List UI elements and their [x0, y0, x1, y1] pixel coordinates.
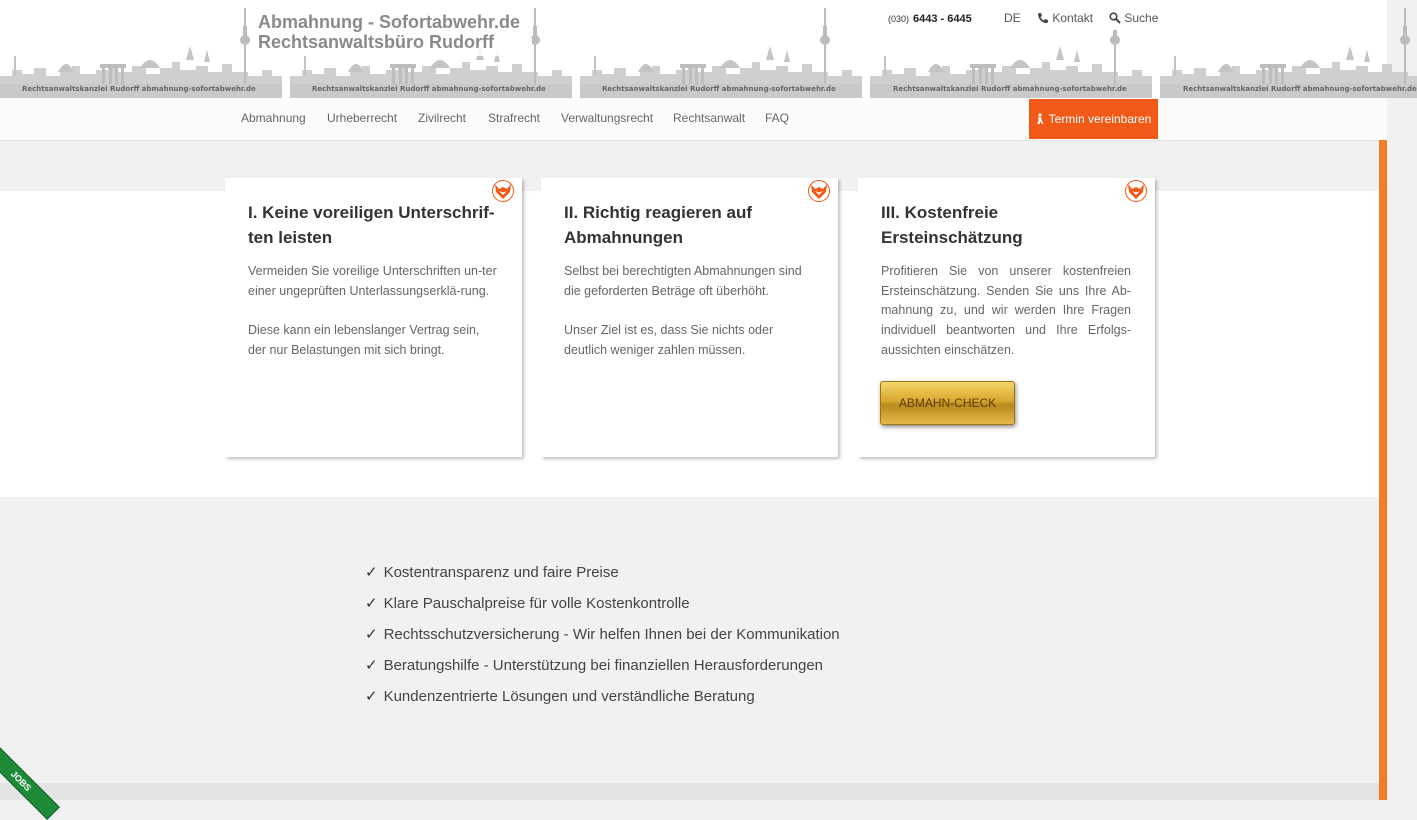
site-title-line2[interactable]: Rechtsanwaltsbüro Rudorff	[258, 32, 495, 52]
card-paragraph: Selbst bei berechtigten Abmahnungen sind die geforderten Beträge oft überhöht.	[564, 264, 802, 298]
check-icon: ✓	[365, 657, 378, 674]
fox-logo-icon	[492, 180, 514, 202]
main-nav	[0, 98, 1387, 141]
skyline-caption: Rechtsanwaltskanzlei Rudorff abmahnung-sofortabwehr.de	[312, 85, 546, 93]
site-title-line1[interactable]: Abmahnung - Sofortabwehr.de	[258, 12, 521, 32]
list-item	[365, 563, 840, 594]
check-icon: ✓	[365, 626, 378, 643]
check-icon: ✓	[365, 564, 378, 581]
card-text	[564, 262, 814, 380]
card-paragraph: Vermeiden Sie voreilige Unterschriften un-ter einer ungeprüften Unterlassungserklä-rung.	[248, 264, 497, 298]
card-text	[881, 262, 1131, 380]
card-paragraph: Diese kann ein lebenslanger Vertrag sein, der nur Belastungen mit sich bringt.	[248, 323, 480, 357]
site-title[interactable]	[258, 12, 520, 52]
berlin-skyline-banner	[0, 0, 1387, 98]
list-item-text: Beratungshilfe - Unterstützung bei finanziellen Herausforderungen	[383, 657, 824, 674]
card-title: III. Kostenfreie Ersteinschätzung	[881, 203, 1023, 247]
list-item-text: Kundenzentrierte Lösungen und verständliche Beratung	[383, 688, 755, 705]
contact-label: Kontakt	[1052, 11, 1094, 25]
list-item	[365, 687, 840, 718]
card-text	[248, 262, 498, 380]
skyline-caption: Rechtsanwaltskanzlei Rudorff abmahnung-sofortabwehr.de	[602, 85, 836, 93]
skyline-caption: Rechtsanwaltskanzlei Rudorff abmahnung-sofortabwehr.de	[1183, 85, 1417, 93]
skyline-caption: Rechtsanwaltskanzlei Rudorff abmahnung-sofortabwehr.de	[893, 85, 1127, 93]
phone-number: 6443 - 6445	[913, 13, 972, 25]
card-paragraph: Profitieren Sie von unserer kostenfreien Ersteinschätzung. Senden Sie uns Ihre Ab-mahnung zu, und wir werden Ihre Fragen individuell beantworten und Ihre Erfolgs-aussichten einschätzen.	[881, 264, 1131, 357]
jobs-ribbon[interactable]: JOBS	[0, 742, 60, 820]
feature-card-1	[225, 178, 522, 457]
feature-card-3	[858, 178, 1155, 457]
check-icon: ✓	[365, 688, 378, 705]
contact-link[interactable]	[1037, 11, 1093, 25]
card-title: II. Richtig reagieren auf Abmahnungen	[564, 203, 752, 247]
list-item	[365, 656, 840, 687]
card-paragraph: Unser Ziel ist es, dass Sie nichts oder deutlich weniger zahlen müssen.	[564, 323, 774, 357]
abmahn-check-button[interactable]: ABMAHN-CHECK	[880, 381, 1015, 425]
card-title: I. Keine voreiligen Unterschrif-ten leisten	[248, 203, 495, 247]
feature-card-2	[541, 178, 838, 457]
search-label: Suche	[1124, 11, 1159, 25]
list-item-text: Rechtsschutzversicherung - Wir helfen Ihnen bei der Kommunikation	[383, 626, 840, 643]
site-header	[0, 0, 1417, 98]
nav-item-urheberrecht[interactable]: Urheberrecht	[327, 111, 398, 125]
right-accent-bar	[1379, 140, 1387, 800]
nav-item-faq[interactable]: FAQ	[765, 111, 790, 125]
list-item-text: Kostentransparenz und faire Preise	[383, 564, 619, 581]
language-switch[interactable]: DE	[1004, 11, 1021, 25]
nav-item-abmahnung[interactable]: Abmahnung	[241, 111, 306, 125]
search-link[interactable]	[1109, 11, 1158, 25]
nav-item-rechtsanwalt[interactable]: Rechtsanwalt	[673, 111, 746, 125]
list-item	[365, 625, 840, 656]
search-icon	[1109, 12, 1121, 24]
termin-vereinbaren-button[interactable]	[1029, 99, 1158, 139]
list-item	[365, 594, 840, 625]
nav-item-zivilrecht[interactable]: Zivilrecht	[418, 111, 467, 125]
check-icon: ✓	[365, 595, 378, 612]
footer-strip	[0, 783, 1379, 800]
phone-prefix: (030)	[888, 14, 910, 24]
termin-label: Termin vereinbaren	[1048, 112, 1152, 126]
nav-item-strafrecht[interactable]: Strafrecht	[488, 111, 541, 125]
phone-link[interactable]	[888, 11, 972, 25]
fox-logo-icon	[808, 180, 830, 202]
phone-icon	[1037, 12, 1049, 24]
benefits-list	[365, 563, 840, 718]
nav-item-verwaltungsrecht[interactable]: Verwaltungsrecht	[561, 111, 654, 125]
fox-logo-icon	[1125, 180, 1147, 202]
person-icon	[1036, 113, 1044, 125]
list-item-text: Klare Pauschalpreise für volle Kostenkontrolle	[383, 595, 690, 612]
skyline-caption: Rechtsanwaltskanzlei Rudorff abmahnung-sofortabwehr.de	[22, 85, 256, 93]
